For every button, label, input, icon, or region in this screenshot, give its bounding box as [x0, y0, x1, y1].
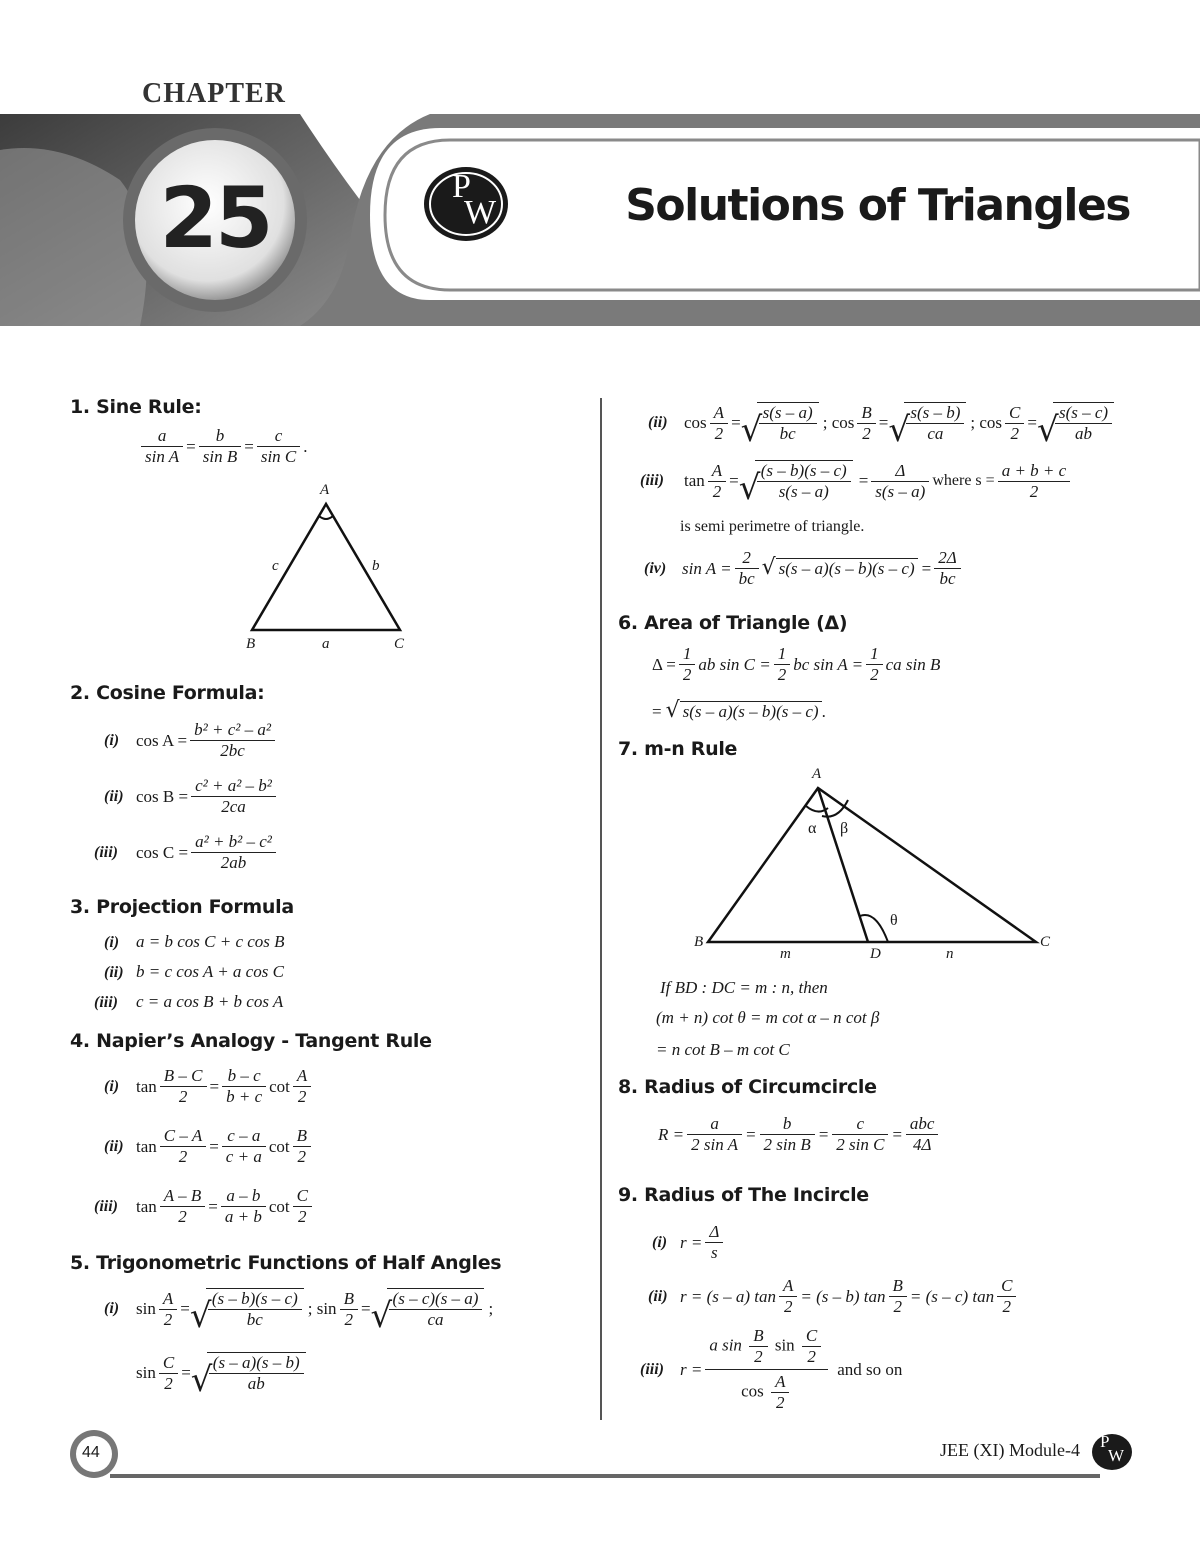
- frac-num: a² + b² – c²: [191, 832, 276, 853]
- frac-den: sin C: [260, 447, 297, 466]
- frac-num: A: [779, 1276, 797, 1297]
- footer-logo-p: P: [1100, 1432, 1110, 1451]
- frac-num: √ s(s – b): [906, 403, 964, 424]
- sqrt: [371, 1288, 485, 1330]
- frac-num: 2: [735, 548, 759, 569]
- mn-rule-line-1: If BD : DC = m : n, then: [660, 978, 828, 997]
- pw-logo: [422, 166, 510, 242]
- projection-item: [104, 932, 285, 952]
- frac-den: 2: [1010, 423, 1019, 443]
- area-formula-1: [652, 644, 940, 685]
- item-label: (i): [104, 934, 120, 951]
- sin-a-formula: [644, 548, 964, 589]
- frac-den: 2bc: [220, 741, 245, 760]
- fn-sin: sin: [136, 1299, 156, 1318]
- projection-item: [104, 962, 284, 982]
- sqrt-content: s(s – a)(s – b)(s – c): [776, 558, 918, 578]
- item-label: (ii): [648, 414, 668, 431]
- separator: ; sin: [307, 1299, 337, 1318]
- frac-den: sin B: [202, 447, 238, 466]
- frac-num: a – b: [221, 1186, 266, 1207]
- heading-napier-analogy: 4. Napier’s Analogy - Tangent Rule: [70, 1030, 432, 1052]
- frac-num: c – a: [222, 1126, 266, 1147]
- frac-den: 2ab: [220, 853, 247, 872]
- fn-cot: cot: [268, 1196, 290, 1216]
- frac-den: ab: [1075, 424, 1093, 443]
- item-label: (ii): [104, 787, 124, 805]
- heading-cosine-formula: 2. Cosine Formula:: [70, 682, 265, 704]
- frac-den: 2: [298, 1207, 307, 1226]
- frac-num: b – c: [222, 1066, 266, 1087]
- frac-num: B: [889, 1276, 907, 1297]
- frac-den: bc: [246, 1310, 263, 1329]
- fn-sin: sin: [774, 1335, 795, 1355]
- eq-sign: =: [1027, 413, 1037, 432]
- sqrt: [1037, 402, 1114, 444]
- mn-rule-line-2: (m + n) cot θ = m cot α – n cot β: [656, 1008, 880, 1027]
- sqrt: [739, 460, 853, 502]
- fn-cos: cos: [741, 1381, 764, 1401]
- tangent-rule-item: (iii) tan $\frac{A - B}{2}$ = $\frac{a - b}{a + b}$ cot $\frac{C}{2}$: [94, 1186, 315, 1227]
- frac-den: 2: [178, 1087, 188, 1106]
- frac-num: A: [708, 461, 726, 482]
- period: .: [303, 436, 308, 456]
- frac-den: 2: [783, 1297, 793, 1316]
- frac-num: C: [159, 1353, 178, 1374]
- frac-num: B: [857, 403, 875, 424]
- sqrt-content: s(s – a)(s – b)(s – c): [680, 701, 822, 721]
- lhs: sin A =: [682, 558, 732, 578]
- term: bc sin A =: [793, 654, 864, 674]
- frac-num: 1: [679, 644, 696, 665]
- vertex-b: B: [246, 636, 256, 652]
- item-label: (i): [104, 1300, 120, 1317]
- where-text: where s =: [932, 472, 995, 489]
- frac-num: √ (s – c)(s – a): [389, 1289, 483, 1310]
- frac-num: C – A: [160, 1126, 206, 1147]
- angle-theta: θ: [890, 912, 898, 929]
- eq-sign: =: [186, 436, 196, 456]
- frac-num: A: [293, 1066, 311, 1087]
- frac-den: 2: [807, 1347, 816, 1366]
- frac-den: 2: [712, 481, 722, 501]
- frac-num: a: [687, 1114, 742, 1135]
- frac-num: C: [1005, 403, 1024, 424]
- segment-m: m: [780, 946, 791, 962]
- eq-sign: =: [858, 471, 869, 490]
- formula-text: b = c cos A + a cos C: [136, 962, 284, 981]
- sqrt: [666, 702, 822, 722]
- tail-text: and so on: [837, 1359, 903, 1379]
- segment-n: n: [946, 946, 954, 962]
- lhs: cos A =: [136, 730, 188, 750]
- item-label: (i): [104, 1077, 120, 1095]
- item-label: (iii): [640, 472, 664, 489]
- frac-num: C: [802, 1326, 821, 1347]
- frac-num: A – B: [160, 1186, 205, 1207]
- term: ab sin C =: [698, 654, 771, 674]
- vertex-c: C: [394, 636, 405, 652]
- frac-den: 2 sin C: [836, 1135, 885, 1154]
- frac-num: b: [760, 1114, 815, 1135]
- eq-sign: =: [731, 413, 741, 432]
- frac-den: a + b: [224, 1207, 262, 1226]
- inradius-item: [652, 1222, 726, 1263]
- frac-den: ca: [927, 424, 944, 443]
- item-label: (i): [652, 1233, 668, 1251]
- eq-sign: =: [891, 1124, 903, 1144]
- eq-sign: =: [745, 1124, 757, 1144]
- lhs: r =: [680, 1232, 703, 1252]
- cosine-formula-item: [104, 776, 279, 817]
- frac-den: bc: [939, 569, 956, 588]
- frac-den: 2: [754, 1347, 763, 1366]
- frac-num: Δ: [871, 461, 929, 482]
- fn-tan: tan: [136, 1136, 157, 1156]
- frac-den: 2: [714, 423, 724, 443]
- header-banner: [0, 0, 1200, 340]
- page-number: 44: [82, 1444, 100, 1461]
- circumradius-formula: [658, 1114, 941, 1155]
- sine-rule-formula: [138, 426, 308, 467]
- frac-num: abc: [906, 1114, 939, 1135]
- inradius-item: [648, 1276, 1019, 1317]
- eq-sign: =: [181, 1363, 191, 1382]
- frac-den: s: [711, 1243, 718, 1262]
- frac-num: √ s(s – c): [1055, 403, 1112, 424]
- vertex-b: B: [694, 934, 704, 950]
- separator: ; cos: [822, 413, 855, 432]
- frac-num: √ (s – b)(s – c): [757, 461, 851, 482]
- tangent-rule-item: (i) tan $\frac{B - C}{2}$ = $\frac{b - c}{b + c}$ cot $\frac{A}{2}$: [104, 1066, 314, 1107]
- half-angle-sin-ab: [104, 1288, 493, 1330]
- frac-den: 2: [1002, 1297, 1012, 1316]
- item-label: (iii): [94, 843, 118, 861]
- term: a sin: [709, 1335, 742, 1355]
- frac-den: 2: [344, 1309, 353, 1329]
- vertex-a: A: [320, 482, 330, 498]
- fn-tan: tan: [136, 1076, 157, 1096]
- item-label: (iii): [94, 994, 118, 1011]
- vertex-a: A: [812, 766, 822, 782]
- frac-num: c: [257, 426, 300, 447]
- frac-num: C: [997, 1276, 1016, 1297]
- eq-sign: =: [180, 1299, 190, 1318]
- frac-den: bc: [738, 569, 755, 588]
- frac-num: c: [832, 1114, 888, 1135]
- chapter-label: CHAPTER: [142, 78, 286, 109]
- frac-num: C: [293, 1186, 312, 1207]
- angle-alpha: α: [808, 820, 817, 837]
- frac-den: 2: [178, 1147, 188, 1166]
- frac-num: 2Δ: [934, 548, 960, 569]
- frac-num: Δ: [705, 1222, 723, 1243]
- angle-beta: β: [840, 820, 849, 837]
- logo-p: P: [452, 168, 471, 205]
- item-label: (ii): [648, 1287, 668, 1305]
- area-formula-2: [652, 702, 826, 722]
- fn-sin: sin: [136, 1363, 156, 1382]
- frac-den: 2: [1029, 481, 1039, 501]
- formula-text: a = b cos C + c cos B: [136, 932, 285, 951]
- lhs: r =: [680, 1359, 703, 1379]
- half-angle-tan: [640, 460, 1073, 502]
- item-label: (i): [104, 731, 120, 749]
- frac-den: b + c: [226, 1087, 263, 1106]
- eq-sign: =: [878, 413, 889, 432]
- frac-den: 2: [297, 1087, 307, 1106]
- frac-num: A: [710, 403, 728, 424]
- frac-den: c + a: [225, 1147, 262, 1166]
- frac-den: s(s – a): [875, 481, 926, 501]
- eq-sign: =: [921, 558, 932, 578]
- frac-num: A: [159, 1289, 177, 1310]
- heading-inradius: 9. Radius of The Incircle: [618, 1184, 869, 1206]
- lhs: cos C =: [136, 842, 189, 862]
- frac-den: 2: [862, 423, 871, 443]
- inradius-item: [640, 1326, 902, 1413]
- fn-tan: tan: [684, 471, 705, 490]
- heading-half-angles: 5. Trigonometric Functions of Half Angles: [70, 1252, 502, 1274]
- frac-den: 2ca: [221, 797, 246, 816]
- module-label: JEE (XI) Module-4: [940, 1440, 1080, 1460]
- frac-num: B: [749, 1326, 767, 1347]
- heading-sine-rule: 1. Sine Rule:: [70, 396, 202, 418]
- sqrt: [888, 402, 966, 444]
- frac-den: 2: [178, 1207, 187, 1226]
- frac-den: 4Δ: [912, 1135, 932, 1154]
- point-d: D: [870, 946, 881, 962]
- cosine-formula-item: [94, 832, 279, 873]
- separator: ;: [488, 1299, 494, 1318]
- item-label: (iii): [640, 1360, 664, 1378]
- side-b: b: [372, 558, 380, 574]
- mn-rule-figure: [690, 764, 1060, 970]
- frac-den: 2: [777, 665, 787, 684]
- page-title: Solutions of Triangles: [625, 180, 1130, 231]
- eq-sign: =: [360, 1299, 371, 1318]
- fn-cos: cos: [684, 413, 707, 432]
- frac-den: 2: [776, 1393, 785, 1412]
- frac-num: √ s(s – a): [759, 403, 817, 424]
- chapter-number: 25: [159, 169, 271, 267]
- frac-den: s(s – a): [778, 482, 829, 501]
- compound-fraction: [705, 1326, 828, 1413]
- item-label: (iv): [644, 559, 667, 577]
- frac-den: 2: [682, 665, 692, 684]
- mn-rule-line-3: = n cot B – m cot C: [656, 1040, 790, 1059]
- frac-num: √ (s – b)(s – c): [208, 1289, 302, 1310]
- term: = (s – b) tan: [800, 1286, 886, 1306]
- frac-den: 2: [870, 665, 879, 684]
- frac-num: B: [293, 1126, 311, 1147]
- item-label: (iii): [94, 1197, 118, 1215]
- term: ca sin B: [885, 654, 941, 674]
- frac-den: 2: [893, 1297, 902, 1316]
- frac-num: a + b + c: [998, 461, 1071, 482]
- lhs: R =: [658, 1124, 685, 1144]
- sqrt: [190, 1288, 304, 1330]
- frac-num: c² + a² – b²: [191, 776, 276, 797]
- item-label: (ii): [104, 964, 124, 981]
- logo-w: W: [464, 194, 497, 231]
- footer-logo-w: W: [1108, 1446, 1125, 1465]
- frac-den: bc: [779, 424, 796, 443]
- heading-area-of-triangle: 6. Area of Triangle (Δ): [618, 612, 848, 634]
- semi-perimeter-note: is semi perimetre of triangle.: [680, 518, 865, 535]
- frac-num: 1: [774, 644, 791, 665]
- frac-den: 2 sin B: [763, 1135, 811, 1154]
- frac-num: 1: [866, 644, 883, 665]
- sqrt: [741, 402, 819, 444]
- lhs: cos B =: [136, 786, 189, 806]
- cosine-formula-item: [104, 720, 278, 761]
- frac-den: 2: [297, 1147, 307, 1166]
- half-angle-cos: [648, 402, 1114, 444]
- sqrt: [191, 1352, 306, 1394]
- heading-mn-rule: 7. m-n Rule: [618, 738, 738, 760]
- tangent-rule-item: (ii) tan $\frac{C - A}{2}$ = $\frac{c - a}{c + a}$ cot $\frac{B}{2}$: [104, 1126, 314, 1167]
- item-label: (ii): [104, 1137, 124, 1155]
- frac-den: sin A: [145, 447, 180, 466]
- fn-tan: tan: [136, 1196, 157, 1216]
- half-angle-sin-c: [136, 1352, 306, 1394]
- sine-rule-triangle: [240, 482, 420, 657]
- footer: [0, 1428, 1200, 1488]
- eq-sign: =: [729, 471, 739, 490]
- period: .: [821, 702, 826, 721]
- term: r = (s – a) tan: [680, 1286, 776, 1306]
- frac-num: b: [199, 426, 241, 447]
- eq-sign: =: [817, 1124, 830, 1144]
- eq-sign: =: [652, 702, 662, 721]
- frac-den: ca: [427, 1310, 444, 1329]
- projection-item: [94, 992, 283, 1012]
- vertex-c: C: [1040, 934, 1051, 950]
- frac-den: ab: [247, 1374, 265, 1393]
- frac-num: a: [141, 426, 183, 447]
- frac-num: b² + c² – a²: [190, 720, 275, 741]
- side-a: a: [322, 636, 330, 652]
- frac-num: A: [771, 1372, 789, 1393]
- frac-num: B – C: [160, 1066, 207, 1087]
- eq-sign: =: [244, 436, 254, 456]
- frac-den: 2: [163, 1309, 173, 1329]
- sqrt: [762, 559, 918, 579]
- side-c: c: [272, 558, 279, 574]
- formula-text: c = a cos B + b cos A: [136, 992, 284, 1011]
- fn-cot: cot: [268, 1136, 290, 1156]
- lhs: Δ =: [652, 654, 676, 674]
- fn-cot: cot: [269, 1076, 290, 1096]
- term: = (s – c) tan: [909, 1286, 995, 1306]
- heading-circumradius: 8. Radius of Circumcircle: [618, 1076, 877, 1098]
- column-divider: [600, 398, 602, 1420]
- frac-den: 2 sin A: [691, 1135, 739, 1154]
- frac-num: √ (s – a)(s – b): [209, 1353, 304, 1374]
- heading-projection-formula: 3. Projection Formula: [70, 896, 294, 918]
- separator: ; cos: [970, 413, 1003, 432]
- frac-den: 2: [164, 1373, 173, 1393]
- frac-num: B: [340, 1289, 358, 1310]
